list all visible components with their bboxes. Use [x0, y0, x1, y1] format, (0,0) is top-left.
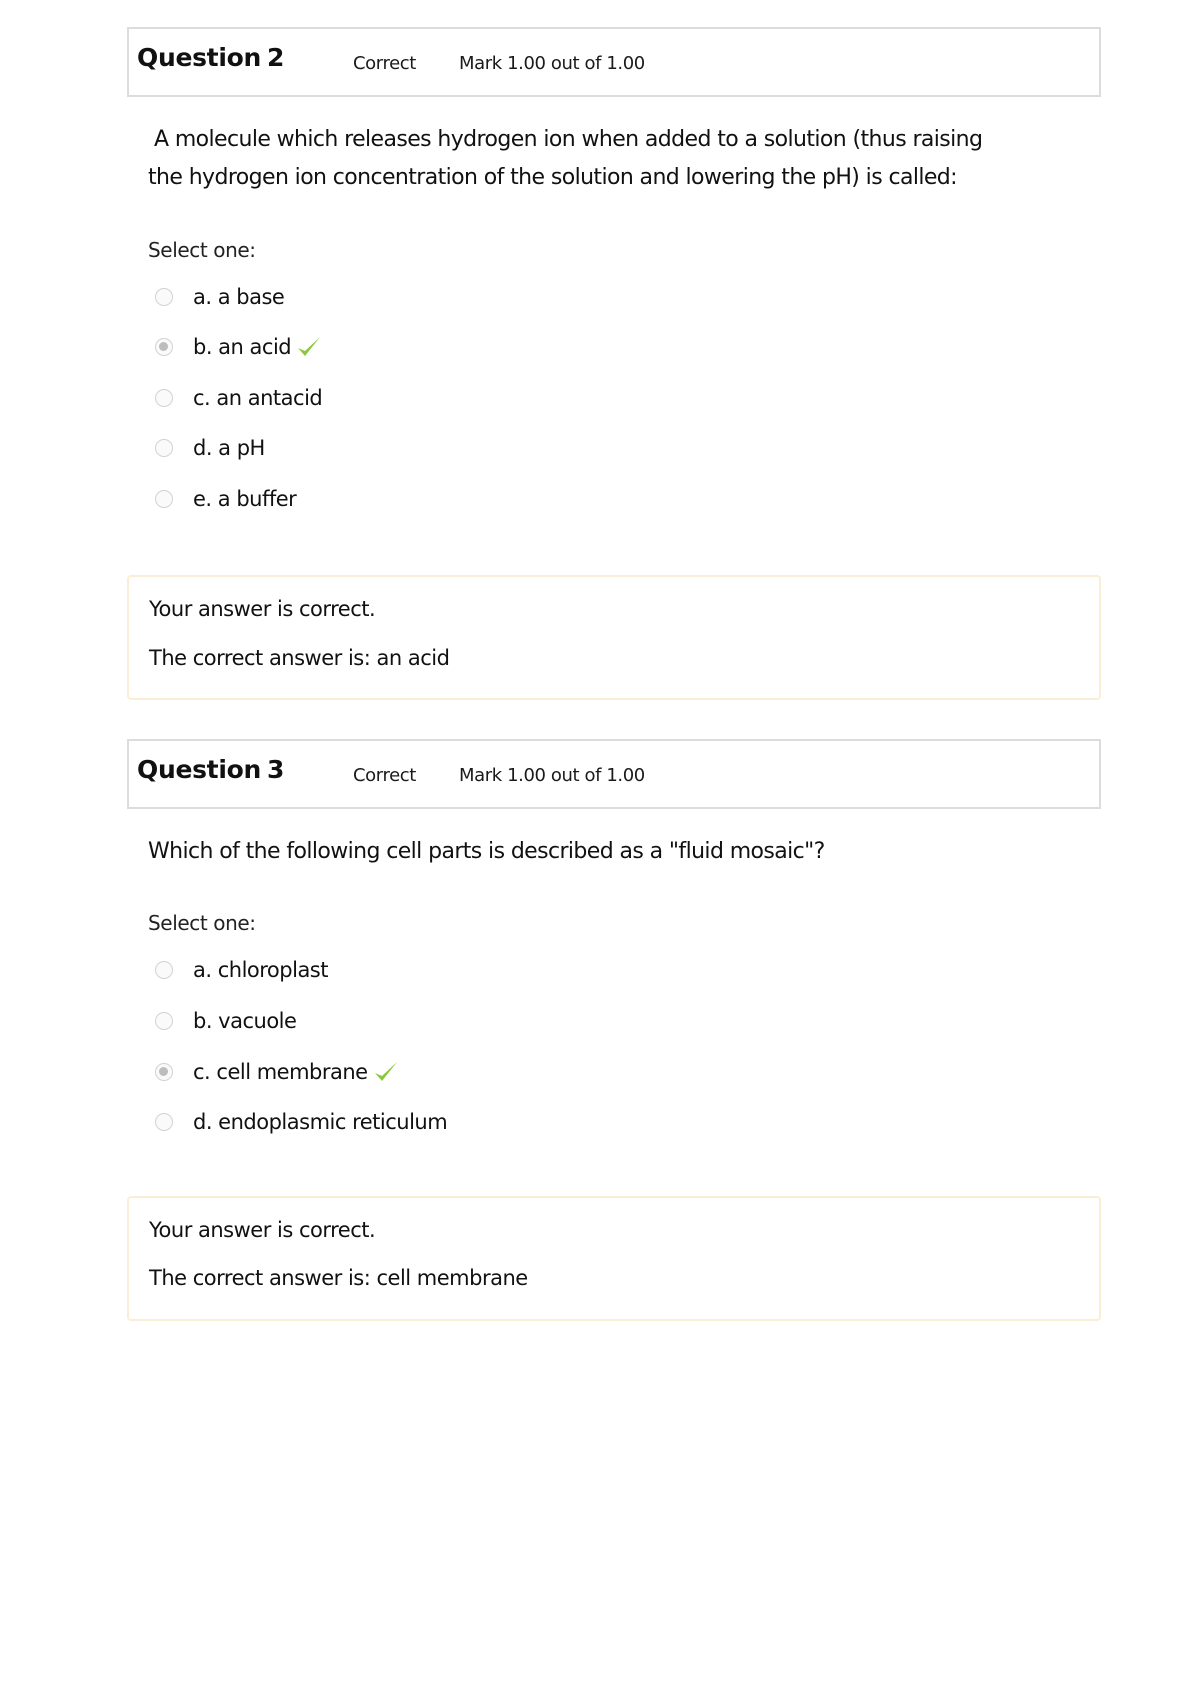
- question-3-text: [148, 833, 1048, 871]
- answer-option-e[interactable]: [155, 485, 296, 513]
- question-title-word: Question: [137, 43, 261, 72]
- answer-option-c[interactable]: [155, 1058, 400, 1086]
- question-3-title: [137, 755, 284, 784]
- radio-button[interactable]: [155, 1113, 173, 1131]
- answer-option-b[interactable]: [155, 333, 323, 361]
- answer-option-d[interactable]: [155, 1108, 447, 1136]
- option-label: c. cell membrane: [193, 1060, 368, 1084]
- feedback-result: Your answer is correct.: [149, 1218, 376, 1242]
- option-label: b. an acid: [193, 335, 292, 359]
- question-number: 3: [266, 755, 285, 784]
- answer-option-c[interactable]: [155, 384, 322, 412]
- feedback-correct-answer: The correct answer is: an acid: [149, 646, 450, 670]
- question-2-title: [137, 43, 284, 72]
- answer-option-d[interactable]: [155, 434, 265, 462]
- radio-button-selected[interactable]: [155, 338, 173, 356]
- feedback-correct-answer: The correct answer is: cell membrane: [149, 1266, 528, 1290]
- option-label: c. an antacid: [193, 386, 323, 410]
- question-2-text: [148, 121, 1048, 197]
- option-label: a. a base: [193, 285, 285, 309]
- answer-option-a[interactable]: [155, 956, 328, 984]
- question-mark: Mark 1.00 out of 1.00: [459, 765, 645, 786]
- radio-button[interactable]: [155, 439, 173, 457]
- question-text-line: Which of the following cell parts is described as a "fluid mosaic"?: [148, 839, 825, 864]
- check-icon: [372, 1058, 400, 1086]
- select-one-prompt: Select one:: [148, 911, 256, 935]
- question-title-word: Question: [137, 755, 261, 784]
- select-one-prompt: Select one:: [148, 238, 256, 262]
- question-text-line: the hydrogen ion concentration of the solution and lowering the pH) is called:: [148, 165, 957, 190]
- radio-button-selected[interactable]: [155, 1063, 173, 1081]
- question-state: Correct: [353, 53, 416, 74]
- radio-button[interactable]: [155, 389, 173, 407]
- option-label: a. chloroplast: [193, 958, 328, 982]
- radio-button[interactable]: [155, 961, 173, 979]
- question-mark: Mark 1.00 out of 1.00: [459, 53, 645, 74]
- answer-option-b[interactable]: [155, 1007, 296, 1035]
- question-2-header: [127, 27, 1101, 97]
- question-2-feedback: [127, 575, 1101, 700]
- answer-option-a[interactable]: [155, 283, 284, 311]
- question-state: Correct: [353, 765, 416, 786]
- option-label: e. a buffer: [193, 487, 297, 511]
- option-label: d. a pH: [193, 436, 265, 460]
- radio-button[interactable]: [155, 288, 173, 306]
- question-text-line: A molecule which releases hydrogen ion when added to a solution (thus raising: [154, 127, 983, 152]
- radio-button[interactable]: [155, 1012, 173, 1030]
- question-number: 2: [266, 43, 285, 72]
- check-icon: [295, 333, 323, 361]
- feedback-result: Your answer is correct.: [149, 597, 376, 621]
- radio-button[interactable]: [155, 490, 173, 508]
- option-label: b. vacuole: [193, 1009, 297, 1033]
- option-label: d. endoplasmic reticulum: [193, 1110, 448, 1134]
- question-3-header: [127, 739, 1101, 809]
- question-3-feedback: [127, 1196, 1101, 1321]
